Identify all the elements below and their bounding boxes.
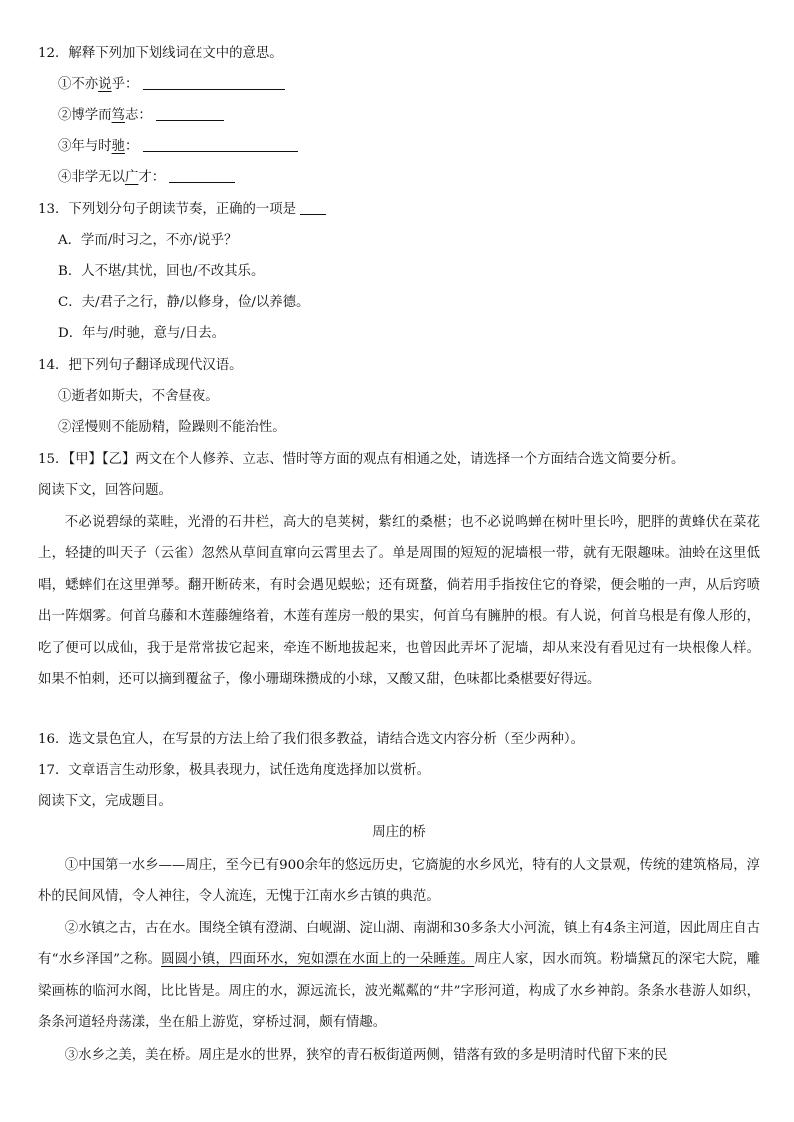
- q12-item-2: ②博学而笃志：: [58, 106, 224, 126]
- reading-2-intro: 阅读下文，完成题目。: [38, 794, 172, 809]
- reading-1-intro: 阅读下文，回答问题。: [38, 483, 172, 498]
- answer-blank[interactable]: [156, 106, 224, 121]
- q12-item-1: ①不亦说乎：: [58, 75, 285, 95]
- article-paragraph-3: ③水乡之美，美在桥。周庄是水的世界，狭窄的青石板街道两侧，错落有致的多是明清时代留下来的民: [64, 1048, 668, 1063]
- q13-option-b: B．人不堪/其忧，回也/不改其乐。: [58, 264, 265, 279]
- q12-stem: 12．解释下列加下划线词在文中的意思。: [38, 46, 283, 61]
- q13-option-a: A．学而/时习之，不亦/说乎？: [58, 233, 238, 248]
- answer-blank[interactable]: [143, 75, 285, 90]
- article-title: 周庄的桥: [372, 825, 426, 840]
- q14-stem: 14．把下列句子翻译成现代汉语。: [38, 358, 243, 373]
- article-paragraph-1: ①中国第一水乡——周庄，至今已有900余年的悠远历史，它旖旎的水乡风光，特有的人文景观，传统的建筑格局，淳朴的民间风情，令人神往，令人流连，无愧于江南水乡古镇的典范。: [38, 858, 760, 905]
- q13-stem: 13．下列划分句子朗读节奏，正确的一项是: [38, 200, 326, 220]
- answer-blank[interactable]: [169, 168, 235, 183]
- q17-stem: 17．文章语言生动形象，极具表现力，试任选角度选择加以赏析。: [38, 763, 430, 778]
- answer-blank[interactable]: [143, 137, 298, 152]
- q16-stem: 16．选文景色宜人，在写景的方法上给了我们很多教益，请结合选文内容分析（至少两种）。: [38, 732, 584, 747]
- q14-item-2: ②淫慢则不能励精，险躁则不能治性。: [58, 420, 286, 435]
- q15-stem: 15．【甲】【乙】两文在个人修养、立志、惜时等方面的观点有相通之处，请选择一个方面结合选文简要分析。: [38, 452, 685, 467]
- q13-option-d: D．年与/时驰，意与/日去。: [58, 326, 226, 341]
- underlined-sentence: 圆圆小镇，四面环水，宛如漂在水面上的一朵睡莲。: [161, 952, 475, 968]
- q14-item-1: ①逝者如斯夫，不舍昼夜。: [58, 389, 219, 404]
- q12-item-4: ④非学无以广才：: [58, 168, 235, 188]
- answer-blank[interactable]: [300, 200, 326, 215]
- q12-item-3: ③年与时驰：: [58, 137, 298, 157]
- article-paragraph-2: ②水镇之古，古在水。围绕全镇有澄湖、白岘湖、淀山湖、南湖和30多条大小河流，镇上有4条主河道，因此周庄自古有“水乡泽国”之称。圆圆小镇，四面环水，宛如漂在水面上的一朵睡莲。周庄人家，因水而筑。粉墙黛瓦的深宅大院，雕梁画栋的临河水阁，比比皆是。周庄的水，源远流长，波光粼粼的“井”字形河道，构成了水乡神韵。条条水巷游人如织，条条河道轻舟荡漾，坐在船上游览，穿桥过洞，颇有情趣。: [38, 921, 760, 1031]
- q13-option-c: C．夫/君子之行，静/以修身，俭/以养德。: [58, 295, 310, 310]
- reading-1-passage: 不必说碧绿的菜畦，光滑的石井栏，高大的皂荚树，紫红的桑椹；也不必说鸣蝉在树叶里长吟，肥胖的黄蜂伏在菜花上，轻捷的叫天子（云雀）忽然从草间直窜向云霄里去了。单是周围的短短的泥墙根一带，就有无限趣味。油蛉在这里低唱，蟋蟀们在这里弹琴。翻开断砖来，有时会遇见蜈蚣；还有斑蝥，倘若用手指按住它的脊梁，便会啪的一声，从后窍喷出一阵烟雾。何首乌藤和木莲藤缠络着，木莲有莲房一般的果实，何首乌有臃肿的根。有人说，何首乌根是有像人形的，吃了便可以成仙，我于是常常拔它起来，牵连不断地拔起来，也曾因此弄坏了泥墙，却从来没有看见过有一块根像人样。如果不怕刺，还可以摘到覆盆子，像小珊瑚珠攒成的小球，又酸又甜，色味都比桑椹要好得远。: [38, 515, 760, 688]
